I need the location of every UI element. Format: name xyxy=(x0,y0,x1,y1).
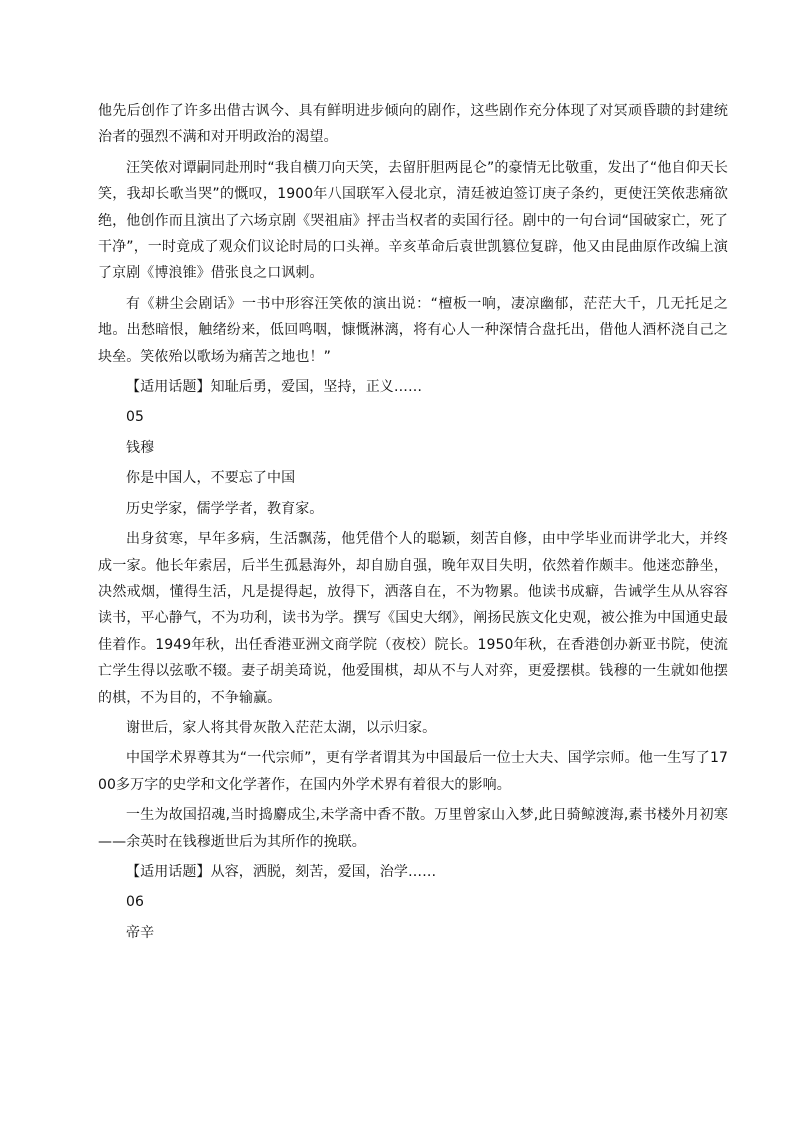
section-number-05: 05 xyxy=(126,409,145,426)
paragraph-after-death: 谢世后，家人将其骨灰散入茫茫太湖，以示归家。 xyxy=(126,719,437,736)
section-title-di-xin: 帝辛 xyxy=(126,924,155,941)
section-number-06: 06 xyxy=(126,894,145,911)
paragraph-elegiac-couplet: 一生为故国招魂,当时捣麝成尘,未学斋中香不散。万里曾家山入梦,此日骑鲸渡海,素书楼外月初寒——余英时在钱穆逝世后为其所作的挽联。 xyxy=(98,807,728,850)
paragraph-intro: 他先后创作了许多出借古讽今、具有鲜明进步倾向的剧作，这些剧作充分体现了对冥顽昏聩的封建统治者的强烈不满和对开明政治的渴望。 xyxy=(98,103,728,146)
section-identity: 历史学家，儒学学者，教育家。 xyxy=(126,500,324,517)
topic-line-2: 【适用话题】从容，洒脱，刻苦，爱国，治学…… xyxy=(126,863,437,880)
section-subtitle: 你是中国人，不要忘了中国 xyxy=(126,470,296,487)
section-title-qian-mu: 钱穆 xyxy=(126,439,155,456)
topic-line-1: 【适用话题】知耻后勇，爱国，坚持，正义…… xyxy=(126,379,423,396)
paragraph-quote: 有《耕尘会剧话》一书中形容汪笑侬的演出说：“檀板一响，凄凉幽郁，茫茫大千，几无托足之地。出愁暗恨，触绪纷来，低回鸣咽，慷慨淋漓，将有心人一种深情合盘托出，借他人酒杯浇自己之块垒。笑侬殆以歌场为痛苦之地也！” xyxy=(98,295,728,365)
paragraph-reputation: 中国学术界尊其为“一代宗师”，更有学者谓其为中国最后一位士大夫、国学宗师。他一生写了1700多万字的史学和文化学著作，在国内外学术界有着很大的影响。 xyxy=(98,750,728,793)
document-body xyxy=(98,98,728,950)
paragraph-biography: 出身贫寒，早年多病，生活飘荡，他凭借个人的聪颖，刻苦自修，由中学毕业而讲学北大，并终成一家。他长年索居，后半生孤悬海外，却自励自强，晚年双目失明，依然着作颇丰。他迷恋静坐，决然戒烟，懂得生活，凡是提得起，放得下，洒落自在，不为物累。他读书成癖，告诫学生从从容容读书，平心静气，不为功利，读书为学。撰写《国史大纲》，阐扬民族文化史观，被公推为中国通史最佳着作。1949年秋，出任香港亚洲文商学院（夜校）院长。1950年秋，在香港创办新亚书院，使流亡学生得以弦歌不辍。妻子胡美琦说，他爱围棋，却从不与人对弈，更爱摆棋。钱穆的一生就如他摆的棋，不为目的，不争输赢。 xyxy=(98,531,728,706)
paragraph-wang-xiaonong: 汪笑侬对谭嗣同赴刑时“我自横刀向天笑，去留肝胆两昆仑”的豪情无比敬重，发出了“他自仰天长笑，我却长歌当哭”的慨叹，1900年八国联军入侵北京，清廷被迫签订庚子条约，更使汪笑侬悲痛欲绝，他创作而且演出了六场京剧《哭祖庙》抨击当权者的卖国行径。剧中的一句台词“国破家亡，死了干净”，一时竟成了观众们议论时局的口头禅。辛亥革命后袁世凯篡位复辟，他又由昆曲原作改编上演了京剧《博浪锥》借张良之口讽刺。 xyxy=(98,159,728,282)
